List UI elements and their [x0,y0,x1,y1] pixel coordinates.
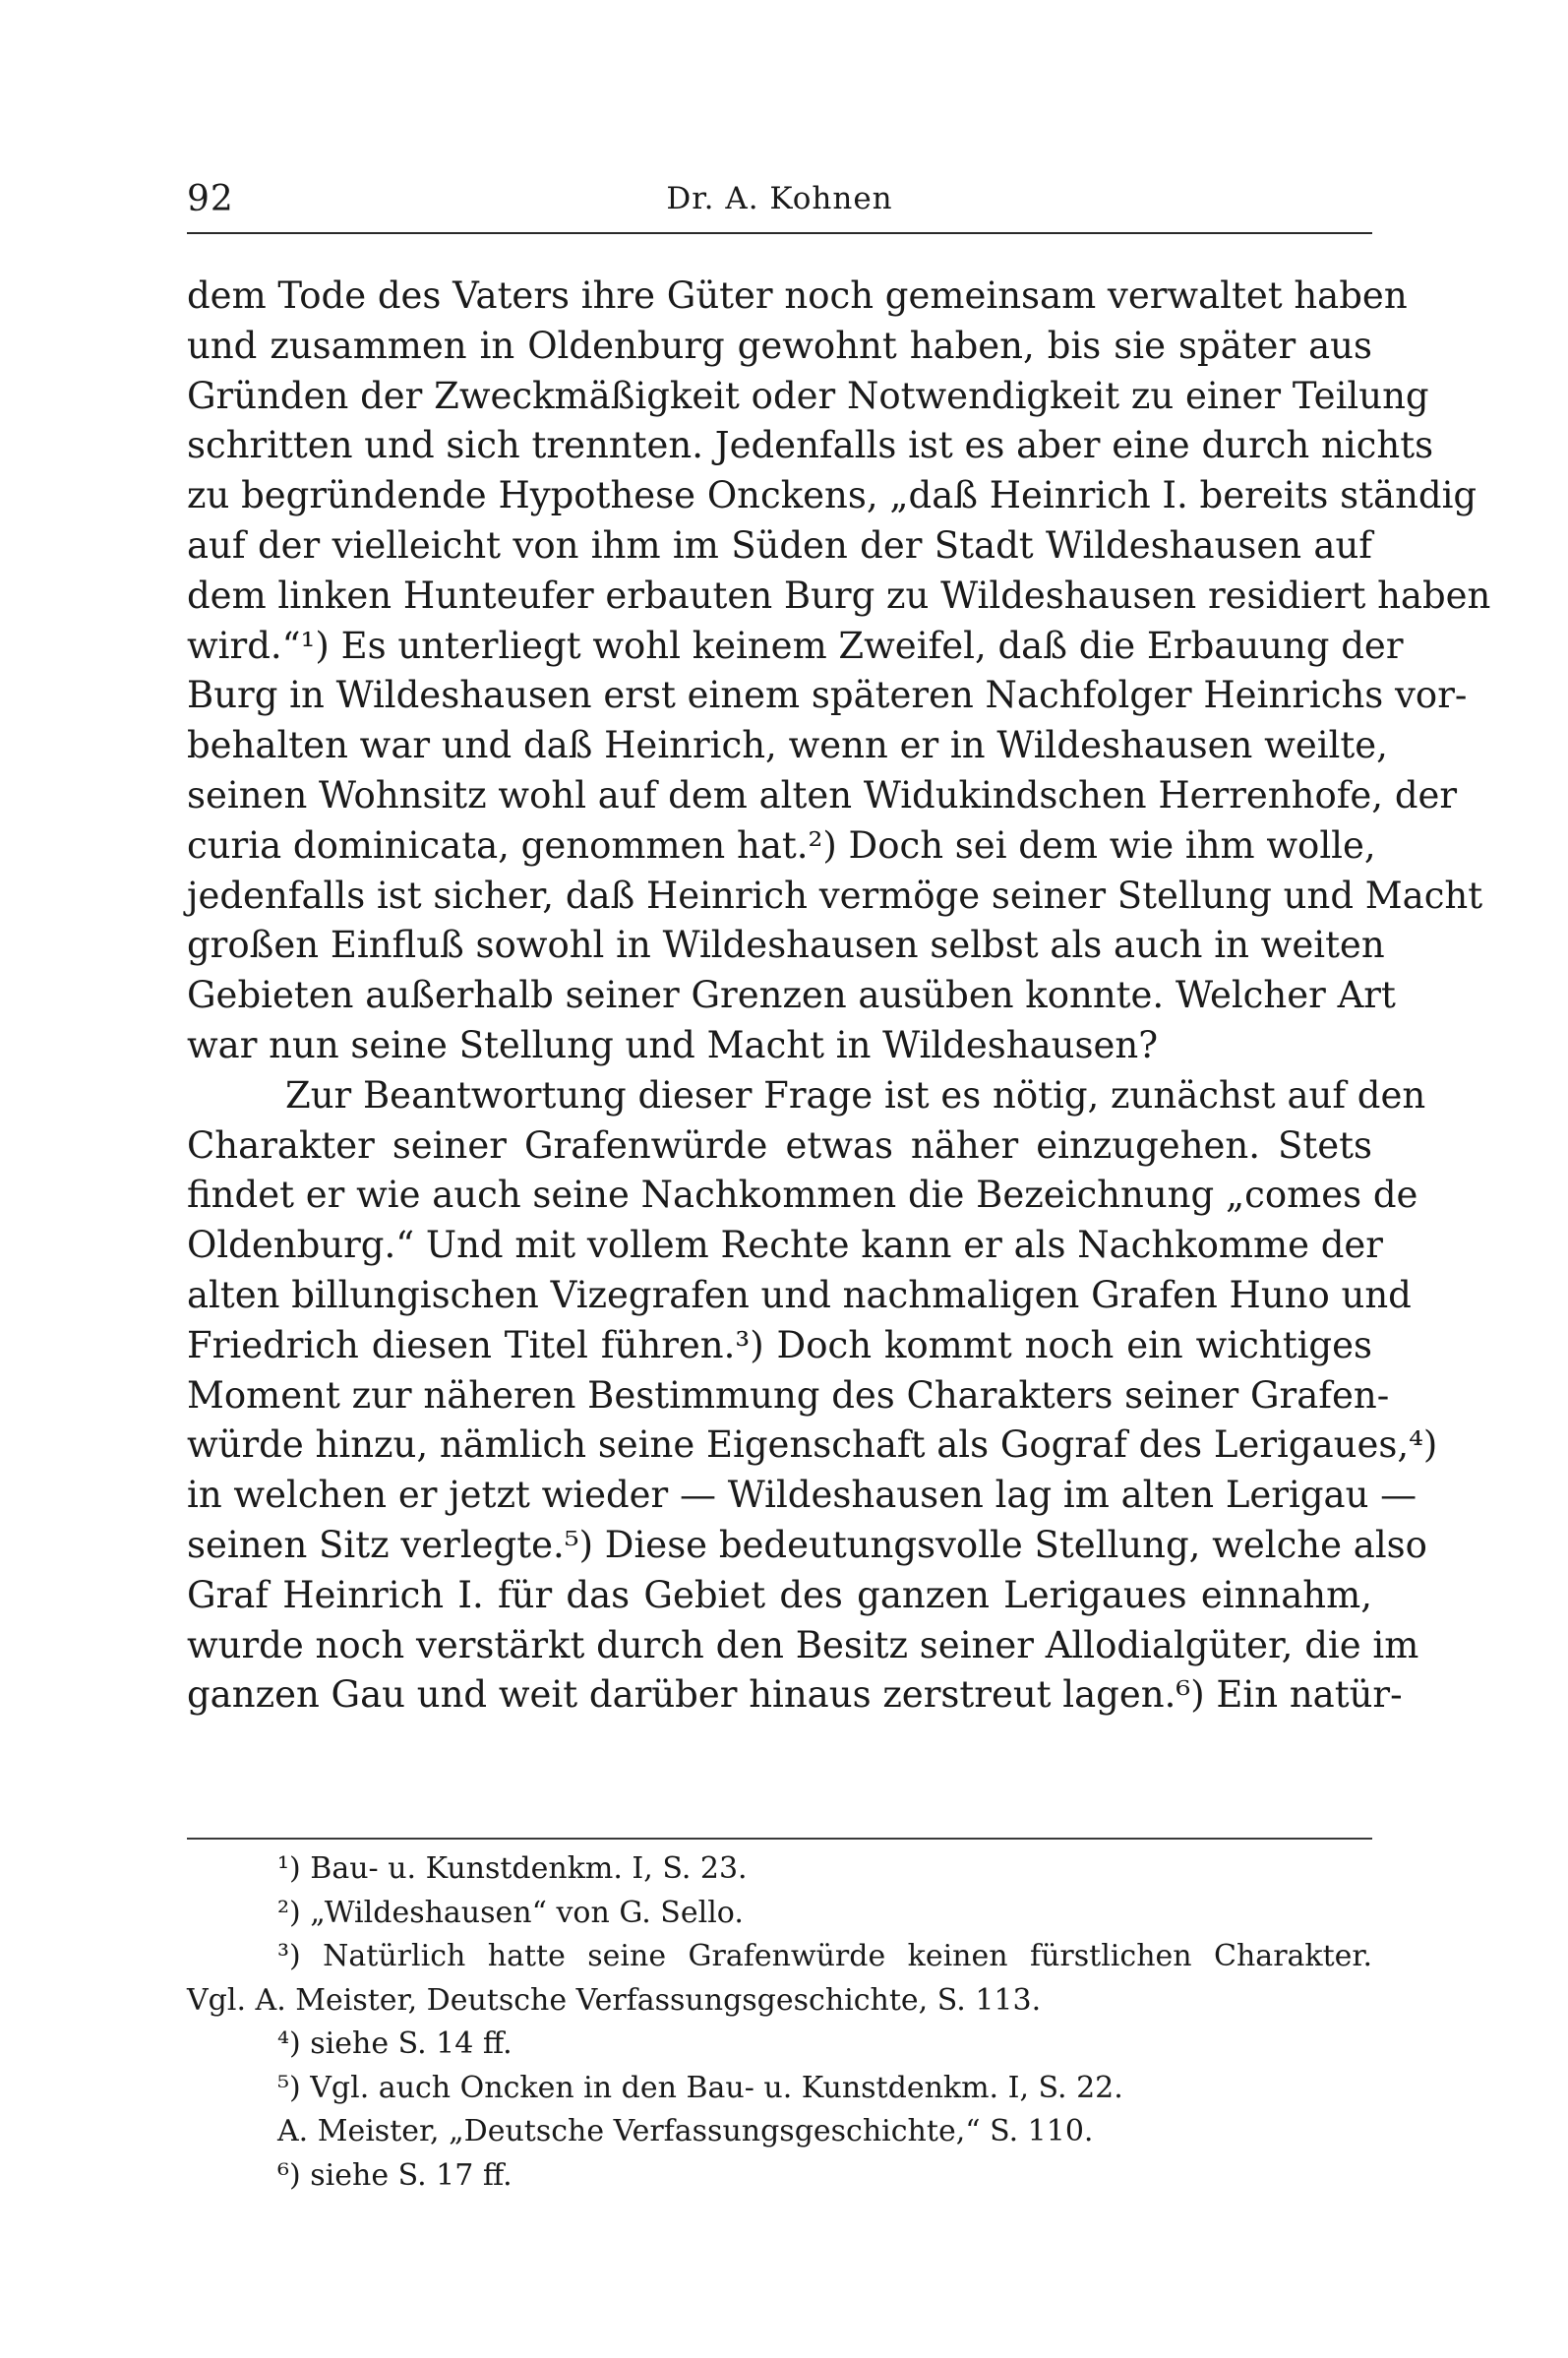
text-line: Burg in Wildeshausen erst einem späteren Nachfolger Heinrichs vor- [187,674,1468,717]
text-line: großen Einfluß sowohl in Wildeshausen selbst als auch in weiten [187,924,1385,967]
text-line: Gründen der Zweckmäßigkeit oder Notwendigkeit zu einer Teilung [187,374,1429,417]
text-line: dem Tode des Vaters ihre Güter noch gemeinsam verwaltet haben [187,274,1408,317]
footnote: ²) „Wildeshausen“ von G. Sello. [277,1895,744,1930]
text-line: Friedrich diesen Titel führen.³) Doch kommt noch ein wichtiges [187,1323,1372,1366]
text-line: war nun seine Stellung und Macht in Wildeshausen? [187,1023,1159,1066]
text-line: Graf Heinrich I. für das Gebiet des ganzen Lerigaues einnahm, [187,1573,1372,1616]
page-header [187,179,1372,238]
footnote: ⁵) Vgl. auch Oncken in den Bau- u. Kunstdenkm. I, S. 22. [277,2070,1123,2105]
text-line: wird.“¹) Es unterliegt wohl keinem Zweifel, daß die Erbauung der [187,624,1404,667]
text-line: in welchen er jetzt wieder — Wildeshausen lag im alten Lerigau — [187,1474,1417,1517]
page-number: 92 [187,179,234,219]
header-rule [187,232,1372,234]
footnote-continuation: A. Meister, „Deutsche Verfassungsgeschichte,“ S. 110. [277,2114,1094,2148]
footnote: ¹) Bau- u. Kunstdenkm. I, S. 23. [277,1851,748,1886]
text-line: Moment zur näheren Bestimmung des Charakters seiner Grafen- [187,1373,1390,1417]
text-line: seinen Sitz verlegte.⁵) Diese bedeutungsvolle Stellung, welche also [187,1523,1427,1566]
text-line: Gebieten außerhalb seiner Grenzen ausüben konnte. Welcher Art [187,974,1396,1017]
text-line: alten billungischen Vizegrafen und nachmaligen Grafen Huno und [187,1273,1412,1316]
text-line: seinen Wohnsitz wohl auf dem alten Widukindschen Herrenhofe, der [187,773,1458,816]
footnote: ³) Natürlich hatte seine Grafenwürde keinen fürstlichen Charakter. [277,1939,1372,1973]
text-line: curia dominicata, genommen hat.²) Doch sei dem wie ihm wolle, [187,823,1376,867]
text-line: Charakter seiner Grafenwürde etwas näher einzugehen. Stets [187,1123,1372,1167]
running-head: Dr. A. Kohnen [666,181,893,216]
footnote: ⁶) siehe S. 17 ff. [277,2157,513,2193]
text-line: und zusammen in Oldenburg gewohnt haben, bis sie später aus [187,324,1372,367]
text-line: würde hinzu, nämlich seine Eigenschaft als Gograf des Lerigaues,⁴) [187,1423,1438,1467]
text-line: zu begründende Hypothese Onckens, „daß Heinrich I. bereits ständig [187,474,1478,517]
footnote: ⁴) siehe S. 14 ff. [277,2026,513,2061]
text-line: schritten und sich trennten. Jedenfalls ist es aber eine durch nichts [187,424,1434,467]
footnote-rule [187,1838,1372,1840]
footnote-continuation: Vgl. A. Meister, Deutsche Verfassungsgeschichte, S. 113. [187,1982,1042,2018]
text-line: ganzen Gau und weit darüber hinaus zerstreut lagen.⁶) Ein natür- [187,1673,1403,1717]
text-line: Oldenburg.“ Und mit vollem Rechte kann er als Nachkomme der [187,1224,1383,1267]
text-line: findet er wie auch seine Nachkommen die Bezeichnung „comes de [187,1174,1418,1217]
text-line: jedenfalls ist sicher, daß Heinrich vermöge seiner Stellung und Macht [187,874,1483,917]
text-line: dem linken Hunteufer erbauten Burg zu Wildeshausen residiert haben [187,574,1491,617]
text-line: wurde noch verstärkt durch den Besitz seiner Allodialgüter, die im [187,1623,1419,1666]
text-line: Zur Beantwortung dieser Frage ist es nötig, zunächst auf den [285,1073,1426,1117]
footnotes [187,1847,1372,2198]
body-text [187,272,1491,1721]
text-line: auf der vielleicht von ihm im Süden der Stadt Wildeshausen auf [187,523,1372,567]
text-line: behalten war und daß Heinrich, wenn er in Wildeshausen weilte, [187,724,1388,767]
